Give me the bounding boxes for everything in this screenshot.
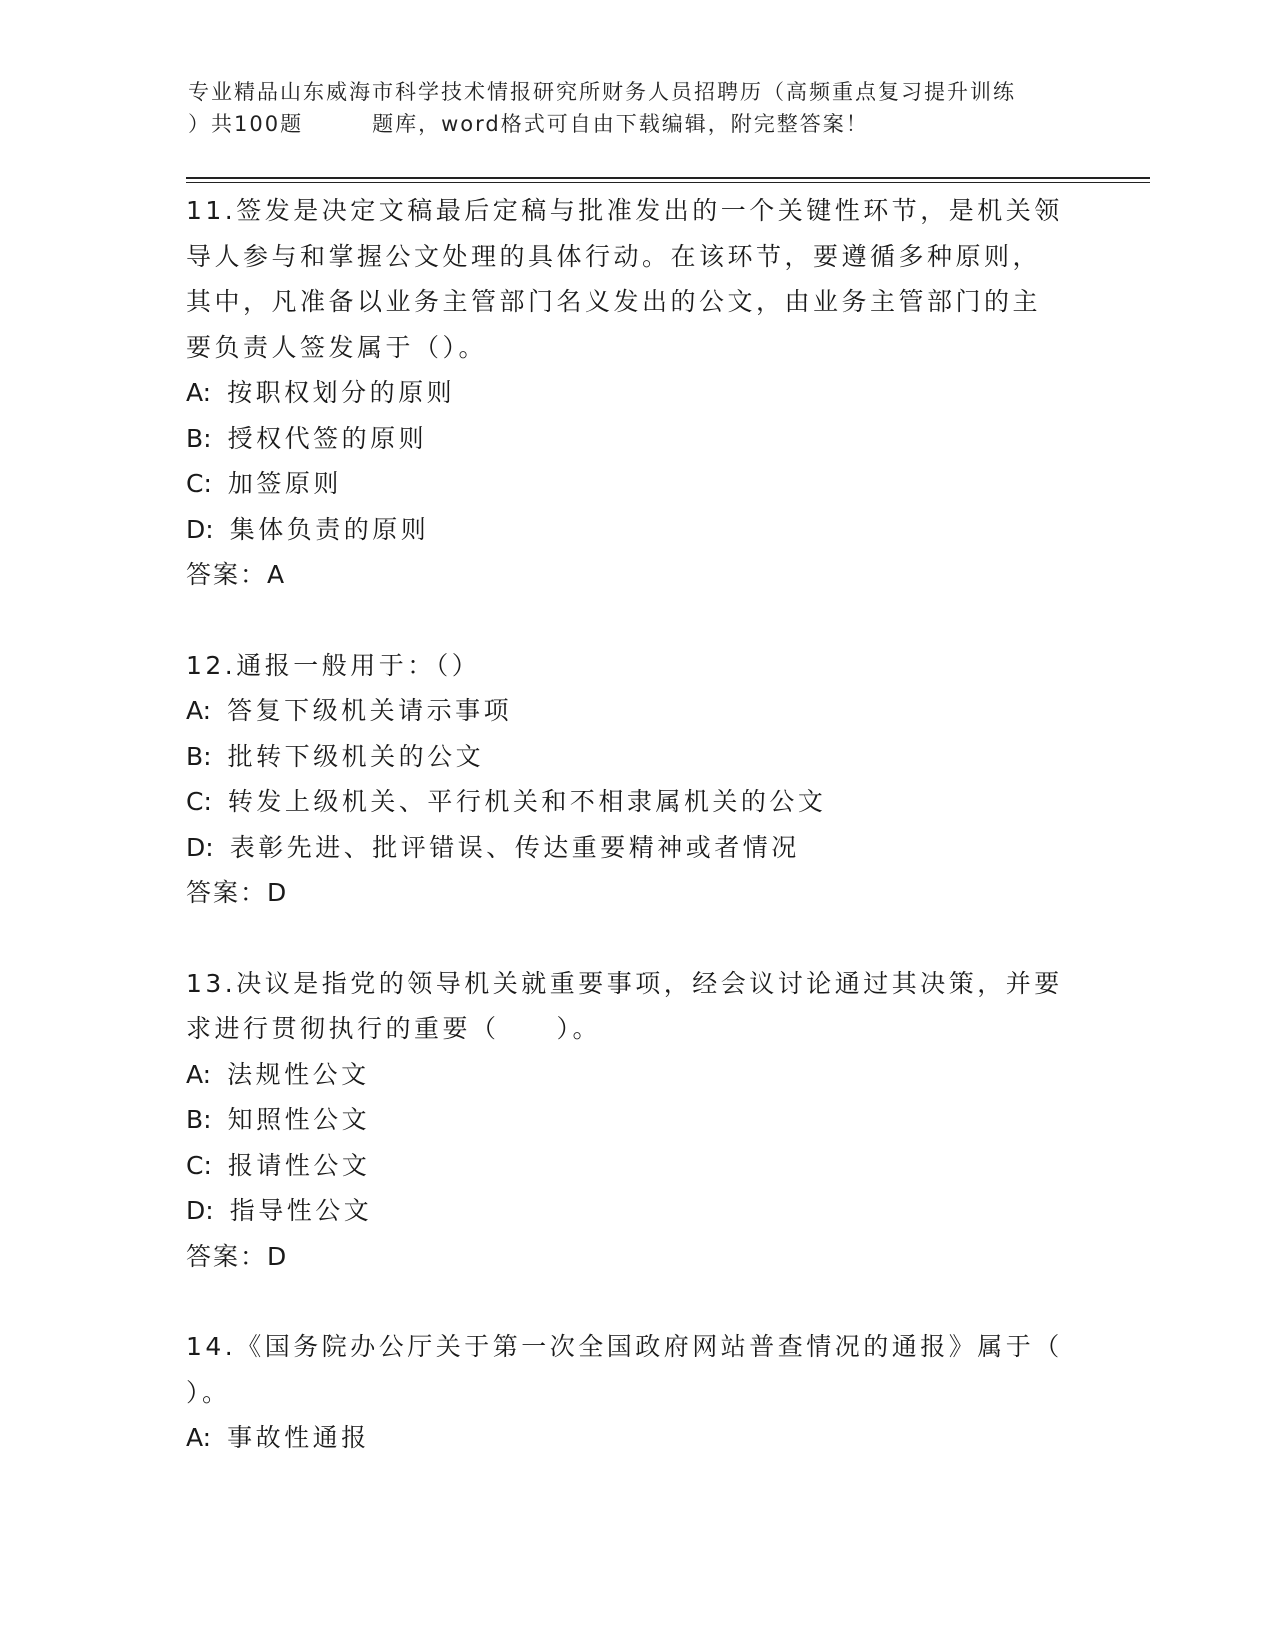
question-text-line: 求进行贯彻执行的重要（ ）。 — [186, 1014, 602, 1043]
option-letter: A: — [186, 378, 212, 407]
answer-line: 答案：A — [186, 560, 287, 589]
option-d — [186, 825, 1086, 871]
question-text-line: ）。 — [186, 1377, 231, 1407]
option-text: 指导性公文 — [229, 1196, 373, 1225]
option-letter: A: — [186, 1423, 212, 1452]
document-header — [188, 76, 1088, 140]
option-text: 报请性公文 — [227, 1150, 371, 1180]
question-text-line: 导人参与和掌握公文处理的具体行动。在该环节，要遵循多种原则， — [186, 241, 1042, 271]
question-text-line: 其中，凡准备以业务主管部门名义发出的公文，由业务主管部门的主 — [186, 287, 1042, 316]
header-divider-thick — [186, 177, 1150, 179]
option-text: 知照性公文 — [227, 1105, 371, 1134]
option-letter: A: — [186, 1059, 212, 1089]
header-line-2: ）共100题 题库，word格式可自由下载编辑，附完整答案！ — [188, 112, 869, 136]
question-11 — [186, 188, 1086, 598]
option-c — [186, 461, 1086, 507]
option-d — [186, 1188, 1086, 1234]
option-text: 批转下级机关的公文 — [227, 741, 485, 771]
option-b — [186, 416, 1086, 462]
option-letter: B: — [186, 1105, 212, 1134]
option-a — [186, 1415, 1086, 1461]
header-line-1: 专业精品山东威海市科学技术情报研究所财务人员招聘历（高频重点复习提升训练 — [188, 80, 1016, 104]
option-a — [186, 688, 1086, 734]
option-d — [186, 507, 1086, 553]
answer-line: 答案：D — [186, 878, 289, 907]
option-text: 表彰先进、批评错误、传达重要精神或者情况 — [229, 832, 800, 862]
option-text: 集体负责的原则 — [229, 514, 430, 544]
option-text: 授权代签的原则 — [227, 423, 428, 453]
option-text: 答复下级机关请示事项 — [227, 696, 513, 725]
answer-line: 答案：D — [186, 1241, 289, 1271]
option-a — [186, 370, 1086, 416]
header-divider-thin — [186, 182, 1150, 183]
option-c — [186, 1143, 1086, 1189]
option-letter: D: — [186, 832, 214, 862]
question-list — [186, 188, 1086, 1506]
question-text-line: 要负责人签发属于（）。 — [186, 332, 488, 362]
option-letter: C: — [186, 469, 212, 498]
question-text-line: 11.签发是决定文稿最后定稿与批准发出的一个关键性环节，是机关领 — [186, 196, 1063, 225]
option-text: 法规性公文 — [227, 1059, 370, 1089]
question-text-line: 12.通报一般用于：（） — [186, 650, 481, 680]
question-14 — [186, 1324, 1086, 1461]
option-letter: D: — [186, 514, 214, 544]
option-letter: B: — [186, 423, 212, 453]
option-c — [186, 779, 1086, 825]
option-letter: A: — [186, 696, 212, 725]
option-a — [186, 1052, 1086, 1098]
option-text: 按职权划分的原则 — [227, 378, 456, 407]
question-text-line: 14.《国务院办公厅关于第一次全国政府网站普查情况的通报》属于（ — [186, 1332, 1063, 1361]
option-b — [186, 1097, 1086, 1143]
option-letter: C: — [186, 787, 212, 816]
option-text: 加签原则 — [227, 469, 342, 498]
option-text: 事故性通报 — [227, 1423, 370, 1452]
option-text: 转发上级机关、平行机关和不相隶属机关的公文 — [227, 787, 827, 816]
option-letter: C: — [186, 1150, 212, 1180]
question-13 — [186, 961, 1086, 1280]
option-letter: D: — [186, 1196, 214, 1225]
option-b — [186, 734, 1086, 780]
option-letter: B: — [186, 741, 212, 771]
question-12 — [186, 643, 1086, 916]
question-text-line: 13.决议是指党的领导机关就重要事项，经会议讨论通过其决策，并要 — [186, 968, 1063, 998]
